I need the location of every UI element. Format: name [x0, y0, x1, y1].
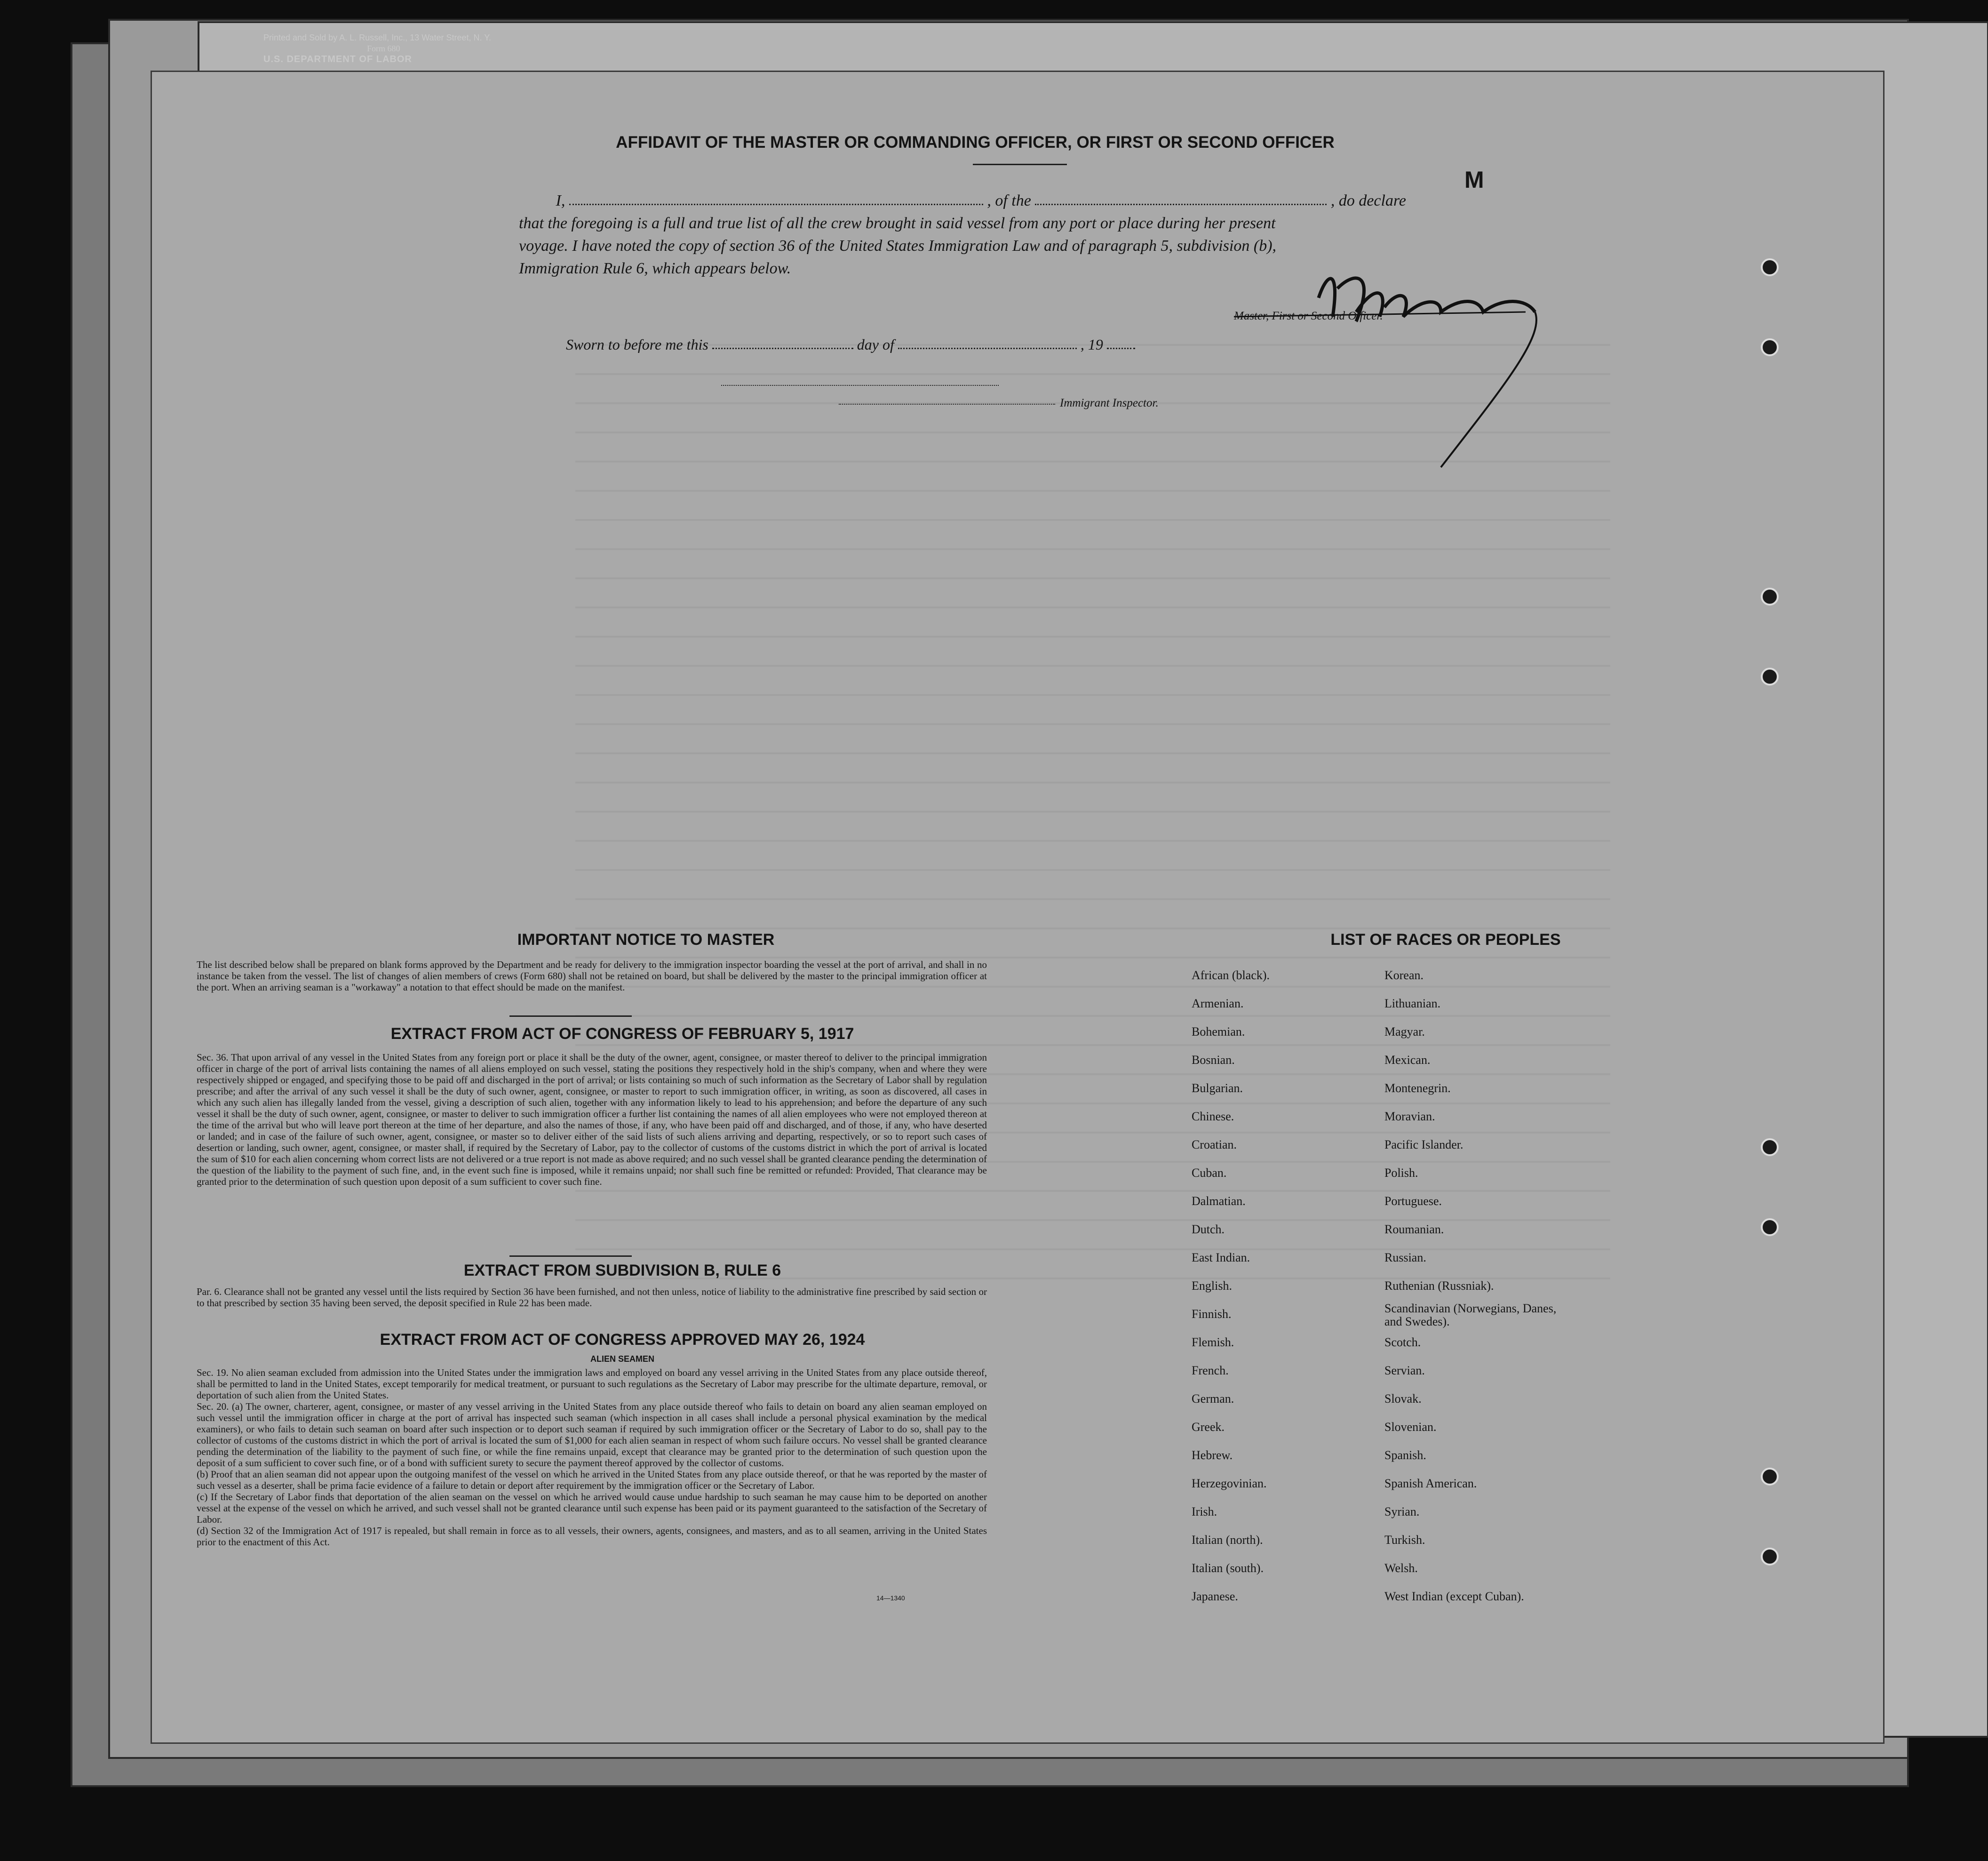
race-item: English. [1192, 1279, 1232, 1293]
race-item: Pacific Islander. [1384, 1138, 1463, 1151]
oath-declare: , do declare [1330, 192, 1407, 209]
race-item: Finnish. [1192, 1307, 1232, 1321]
punch-hole [1761, 258, 1779, 276]
manifest-sheet [151, 71, 1885, 1744]
sworn-text: Sworn to before me this [566, 336, 708, 353]
sworn-line [566, 333, 1135, 356]
section-20d-text: (d) Section 32 of the Immigration Act of 1917 is repealed, but shall remain in force as to all vessels, their owners, agents, consignees, and masters, and as to all seamen, arriving in the United States prior to the enactment of this Act. [197, 1525, 987, 1548]
race-item: Flemish. [1192, 1335, 1234, 1349]
sworn-year-field[interactable] [1107, 343, 1135, 349]
master-signature [1177, 241, 1591, 486]
affidavit-title: AFFIDAVIT OF THE MASTER OR COMMANDING OFFICER, OR FIRST OR SECOND OFFICER [616, 133, 1335, 152]
oath-line-4: Immigration Rule 6, which appears below. [519, 260, 791, 277]
race-item: Mexican. [1384, 1053, 1431, 1067]
race-item: Bosnian. [1192, 1053, 1235, 1067]
race-item: Japanese. [1192, 1589, 1238, 1603]
extract-1924-text [197, 1367, 987, 1548]
race-item: Irish. [1192, 1505, 1217, 1518]
section-rule [509, 1255, 632, 1257]
oath-line-1 [519, 190, 1601, 212]
race-item: Servian. [1384, 1364, 1425, 1377]
race-item: Ruthenian (Russniak). [1384, 1279, 1494, 1293]
race-item: Scandinavian (Norwegians, Danes, and Swedes). [1384, 1302, 1557, 1328]
race-item: French. [1192, 1364, 1229, 1377]
form-code: 14—1340 [876, 1594, 905, 1602]
section-20b-text: (b) Proof that an alien seaman did not appear upon the outgoing manifest of the vessel on which he arrived in the United States from any place outside thereof, or that he was reported by the master of such vessel as a deserter, shall be prima facie evidence of a failure to detain or deport after requirement by the immigration officer or the Secretary of Labor. [197, 1469, 987, 1491]
race-item: Magyar. [1384, 1025, 1425, 1038]
extract-1917-text: Sec. 36. That upon arrival of any vessel in the United States from any foreign port or place it shall be the duty of the owner, agent, consignee, or master thereof to deliver to the principal immigration officer in charge of the port of arrival lists containing the names of all aliens employed on such vessel, stating the positions they respectively hold in the ship's company, when and where they were respectively shipped or engaged, and specifying those to be paid off and discharged in the port of arrival; or lists containing so much of such information as the Secretary of Labor shall by regulation prescribe; and after the arrival of any such vessel it shall be the duty of such owner, agent, consignee, or master to report to such immigration officer, in writing, as soon as discovered, all cases in which any such alien has illegally landed from the vessel, giving a description of such alien, together with any information likely to lead to his apprehension; and before the departure of any such vessel it shall be the duty of such owner, agent, consignee, or master to deliver to such immigration officer a further list containing the names of all alien employees who were not employed thereon at the time of the arrival but who will leave port thereon at the time of her departure, and also the names of those, if any, who have been paid off and discharged, and of those, if any, who have deserted or landed; and in case of the failure of such owner, agent, consignee, or master so to deliver either of the said lists of such aliens arriving and departing, respectively, or so to report such cases of desertion or landing, such owner, agent, consignee, or master shall, if required by the Secretary of Labor, pay to the collector of customs of the customs district in which the port of arrival is located the sum of $10 for each alien concerning whom correct lists are not delivered or a true report is not made as above required; and no such vessel shall be granted clearance pending the determination of the question of the liability to the payment of such fine, and, in the event such fine is imposed, while it remains unpaid; nor shall such fine be remitted or refunded: Provided, That clearance may be granted prior to the determination of such question upon deposit of a sum sufficient to cover such fine. [197, 1052, 987, 1187]
race-item: Croatian. [1192, 1138, 1237, 1151]
race-item: Greek. [1192, 1420, 1225, 1434]
section-19-text: Sec. 19. No alien seaman excluded from admission into the United States under the immigration laws and employed on board any vessel arriving in the United States from any place outside thereof, shall be permitted to land in the United States, except temporarily for medical treatment, or pursuant to such regulations as the Secretary of Labor may prescribe for the ultimate departure, removal, or deportation of such alien from the United States. [197, 1367, 987, 1401]
race-item: Dutch. [1192, 1222, 1225, 1236]
race-item: Italian (south). [1192, 1561, 1264, 1575]
race-item: Moravian. [1384, 1110, 1435, 1123]
race-item: Slovenian. [1384, 1420, 1437, 1434]
punch-hole [1761, 1218, 1779, 1236]
printer-line: Printed and Sold by A. L. Russell, Inc., 13 Water Street, N. Y. [263, 33, 491, 42]
section-20c-text: (c) If the Secretary of Labor finds that deportation of the alien seaman on the vessel on which he arrived would cause undue hardship to such seaman he may cause him to be deported on another vessel at the expense of the vessel on which he arrived, and such vessel shall not be granted clearance until such expense has been paid or its payment guaranteed to the satisfaction of the Secretary of Labor. [197, 1491, 987, 1525]
race-item: Lithuanian. [1384, 997, 1441, 1010]
race-item: Dalmatian. [1192, 1194, 1246, 1208]
race-item: Roumanian. [1384, 1222, 1444, 1236]
punch-hole [1761, 1138, 1779, 1156]
oath-line-3: voyage. I have noted the copy of section 36 of the United States Immigration Law and of paragraph 5, subdivision (b), [519, 237, 1277, 255]
race-item: Armenian. [1192, 997, 1244, 1010]
race-item: African (black). [1192, 968, 1270, 982]
punch-hole [1761, 1548, 1779, 1565]
punch-hole [1761, 338, 1779, 356]
extract-1924-title: EXTRACT FROM ACT OF CONGRESS APPROVED MAY 26, 1924 [380, 1331, 865, 1349]
race-item: Portuguese. [1384, 1194, 1442, 1208]
races-right-column [1384, 961, 1573, 1611]
race-item: East Indian. [1192, 1251, 1250, 1264]
section-20a-text: Sec. 20. (a) The owner, charterer, agent, consignee, or master of any vessel arriving in the United States from any place outside thereof who fails to detain on board any alien seaman employed on such vessel until the immigration officer in charge at the port of arrival has inspected such seaman (which inspection in all cases shall include a personal physical examination by the medical examiners), or who fails to detain such seaman on board after such inspection or to deport such seaman if required by such immigration officer or the Secretary of Labor to do so, shall pay to the collector of customs of the customs district in which the port of arrival is located the sum of $1,000 for each alien seaman in respect of whom such failure occurs. No vessel shall be granted clearance pending the determination of the liability to the payment of such fine, or while the fine remains unpaid, except that clearance may be granted prior to the determination of such question upon the deposit of a sum sufficient to cover such fine, or of a bond with sufficient surety to secure the payment thereof approved by the collector of customs. [197, 1401, 987, 1469]
extract-rule6-title: EXTRACT FROM SUBDIVISION B, RULE 6 [463, 1262, 781, 1279]
race-item: West Indian (except Cuban). [1384, 1589, 1524, 1603]
sworn-year: , 19 [1080, 336, 1103, 353]
races-title: LIST OF RACES OR PEOPLES [1330, 931, 1561, 949]
notice-title: IMPORTANT NOTICE TO MASTER [517, 931, 775, 949]
affidavit-rule [973, 164, 1067, 165]
race-item: Scotch. [1384, 1335, 1421, 1349]
sworn-day-of: day of [857, 336, 894, 353]
inspector-line [721, 385, 999, 386]
race-item: German. [1192, 1392, 1234, 1406]
oath-i: I, [556, 192, 565, 209]
oath-of-the: , of the [987, 192, 1031, 209]
inspector-line-2 [839, 404, 1055, 405]
notice-text: The list described below shall be prepared on blank forms approved by the Department and be ready for delivery to the immigration inspector boarding the vessel at the port of arrival, and shall in no instance be taken from the vessel. The list of changes of alien members of crews (Form 680) shall not be retained on board, but shall be delivered by the master to the principal immigration officer at the port. When an arriving seaman is a "workaway" a notation to that effect should be made on the manifest. [197, 959, 987, 993]
alien-seamen-subtitle: ALIEN SEAMEN [590, 1354, 654, 1364]
race-item: Russian. [1384, 1251, 1426, 1264]
signature-caption: Master, First or Second Officer. [1234, 310, 1383, 322]
race-item: Montenegrin. [1384, 1081, 1451, 1095]
race-item: Polish. [1384, 1166, 1418, 1180]
race-item: Hebrew. [1192, 1448, 1233, 1462]
inspector-caption: Immigrant Inspector. [1060, 397, 1159, 409]
punch-hole [1761, 588, 1779, 606]
race-item: Herzegovinian. [1192, 1477, 1267, 1490]
race-item: Spanish. [1384, 1448, 1426, 1462]
form-number: Form 680 [367, 44, 400, 53]
corner-mark: M [1464, 167, 1484, 193]
sworn-day-field[interactable] [712, 343, 853, 349]
race-item: Spanish American. [1384, 1477, 1477, 1490]
punch-hole [1761, 668, 1779, 686]
race-item: Syrian. [1384, 1505, 1420, 1518]
department-line: U.S. DEPARTMENT OF LABOR [263, 54, 412, 64]
race-item: Cuban. [1192, 1166, 1227, 1180]
section-rule [509, 1015, 632, 1017]
vessel-field[interactable] [1035, 199, 1327, 205]
oath-line-2: that the foregoing is a full and true list of all the crew brought in said vessel from any port or place during her present [519, 215, 1276, 232]
race-item: Bulgarian. [1192, 1081, 1243, 1095]
race-item: Bohemian. [1192, 1025, 1245, 1038]
name-field[interactable] [569, 199, 983, 205]
extract-1917-title: EXTRACT FROM ACT OF CONGRESS OF FEBRUARY 5, 1917 [390, 1025, 854, 1043]
races-left-column [1192, 961, 1380, 1611]
sworn-month-field[interactable] [898, 343, 1077, 349]
race-item: Slovak. [1384, 1392, 1422, 1406]
race-item: Chinese. [1192, 1110, 1234, 1123]
race-item: Turkish. [1384, 1533, 1425, 1547]
punch-hole [1761, 1468, 1779, 1486]
race-item: Welsh. [1384, 1561, 1418, 1575]
race-item: Italian (north). [1192, 1533, 1263, 1547]
race-item: Korean. [1384, 968, 1424, 982]
extract-rule6-text: Par. 6. Clearance shall not be granted any vessel until the lists required by Section 36 have been furnished, and not then unless, notice of liability to the administrative fine prescribed by said section or to that prescribed by section 35 having been served, the deposit specified in Rule 22 has been made. [197, 1286, 987, 1309]
